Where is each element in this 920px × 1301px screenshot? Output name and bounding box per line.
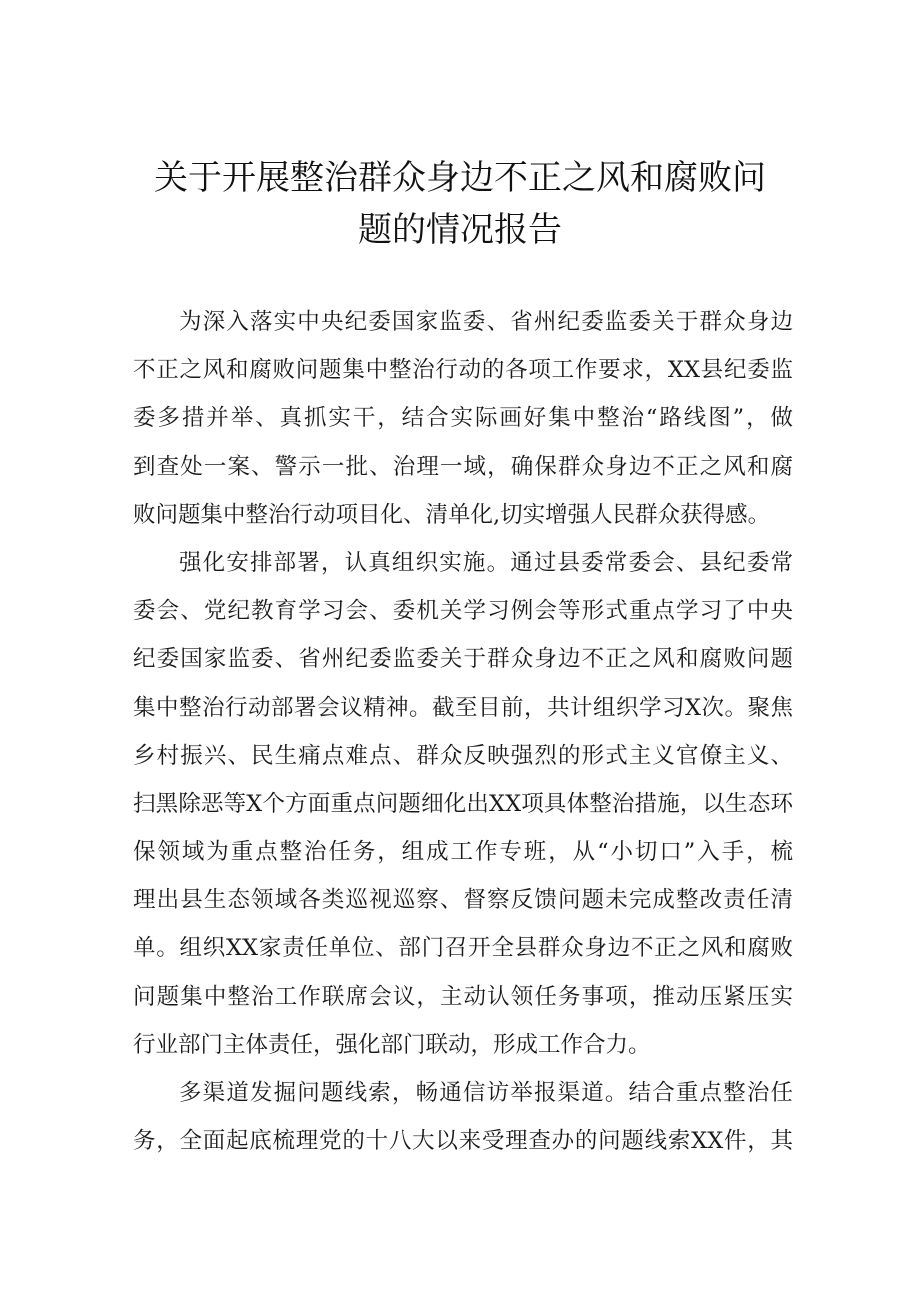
title-line-2: 题的情况报告 (358, 210, 562, 250)
paragraph-2-line-2: 委会、党纪教育学习会、委机关学习例会等形式重点学习了中央 (133, 598, 793, 625)
paragraph-2-line-11: 行业部门主体责任，强化部门联动，形成工作合力。 (133, 1031, 651, 1058)
paragraph-1-line-4: 到查处一案、警示一批、治理一域，确保群众身边不正之风和腐 (133, 453, 793, 480)
paragraph-2-line-6: 扫黑除恶等X个方面重点问题细化出XX项具体整治措施，以生态环 (133, 790, 793, 817)
paragraph-1-line-5: 败问题集中整治行动项目化、清单化,切实增强人民群众获得感。 (133, 501, 771, 528)
paragraph-2-line-1: 强化安排部署，认真组织实施。通过县委常委会、县纪委常 (179, 549, 793, 576)
paragraph-1-line-3: 委多措并举、真抓实干，结合实际画好集中整治“路线图”，做 (133, 405, 793, 432)
paragraph-1-line-1: 为深入落实中央纪委国家监委、省州纪委监委关于群众身边 (179, 309, 793, 335)
paragraph-2-line-3: 纪委国家监委、省州纪委监委关于群众身边不正之风和腐败问题 (133, 646, 793, 673)
paragraph-2-line-8: 理出县生态领域各类巡视巡察、督察反馈问题未完成整改责任清 (133, 887, 793, 914)
paragraph-2-line-7: 保领域为重点整治任务，组成工作专班，从“小切口”入手，梳 (133, 839, 793, 866)
title-line-1: 关于开展整治群众身边不正之风和腐败问 (154, 158, 766, 198)
paragraph-1-line-2: 不正之风和腐败问题集中整治行动的各项工作要求，XX县纪委监 (133, 357, 793, 384)
document-title (120, 152, 800, 256)
paragraph-3-line-1: 多渠道发掘问题线索，畅通信访举报渠道。结合重点整治任 (179, 1080, 793, 1106)
paragraph-3-line-2: 务，全面起底梳理党的十八大以来受理查办的问题线索XX件，其 (133, 1128, 793, 1155)
paragraph-2-line-5: 乡村振兴、民生痛点难点、群众反映强烈的形式主义官僚主义、 (133, 742, 793, 769)
paragraph-2-line-9: 单。组织XX家责任单位、部门召开全县群众身边不正之风和腐败 (133, 935, 793, 962)
document-body (133, 298, 793, 1165)
paragraph-2-line-4: 集中整治行动部署会议精神。截至目前，共计组织学习X次。聚焦 (133, 694, 793, 721)
paragraph-2-line-10: 问题集中整治工作联席会议，主动认领任务事项，推动压紧压实 (133, 983, 793, 1010)
